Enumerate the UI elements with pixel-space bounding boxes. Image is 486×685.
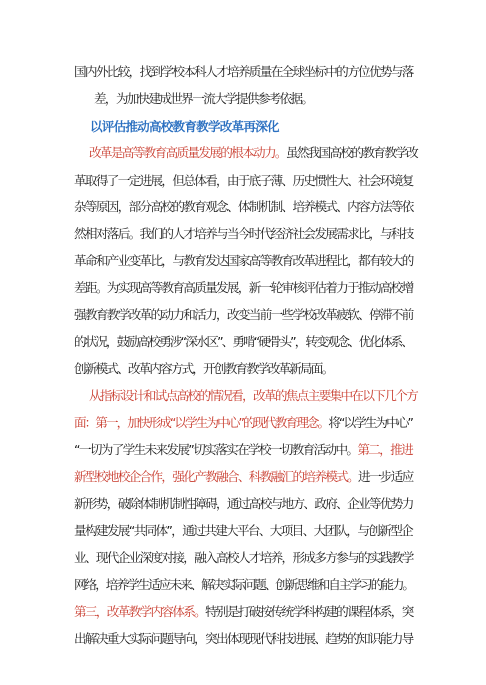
paragraph-line [89, 386, 419, 406]
text-run: 第三，改革教学内容体系。 [74, 604, 206, 619]
text-run: 革命和产业变革比，与教育发达国家高等教育改革进程比，都有较大的 [74, 253, 413, 268]
text-run: 从指标设计和试点高校的情况看，改革的焦点主要集中在以下几个方 [89, 388, 418, 403]
text-run: 第二，推进 [357, 442, 413, 457]
paragraph-line [74, 440, 414, 460]
paragraph-line [74, 251, 414, 271]
paragraph-line [74, 62, 414, 82]
text-run: 改革是高等教育高质量发展的根本动力。 [89, 145, 286, 160]
text-run: 国内外比较，找到学校本科人才培养质量在全球坐标中的方位优势与落 [74, 64, 413, 79]
paragraph-line [74, 332, 414, 352]
section-heading [90, 117, 280, 137]
text-run: 然相对落后。我们的人才培养与当今时代经济社会发展需求比，与科技 [74, 226, 413, 241]
text-run: 将“以学生为中心” [328, 415, 412, 430]
text-run: 特别是打破按传统学科构建的课程体系，突 [205, 604, 413, 619]
text-run: 进一步适应 [358, 469, 413, 484]
text-run: 的状况，鼓励高校勇涉“深水区”、勇啃“硬骨头”，转变观念、优化体系、 [74, 334, 412, 349]
paragraph-line [74, 305, 414, 325]
paragraph-line [74, 575, 414, 595]
paragraph-line [74, 197, 414, 217]
paragraph-line [74, 467, 414, 487]
paragraph-line [94, 89, 314, 109]
text-run: 革取得了一定进展，但总体看，由于底子薄、历史惯性大、社会环境复 [74, 173, 413, 188]
paragraph-line [74, 171, 414, 191]
paragraph-line [74, 359, 334, 379]
text-run: 杂等原因，部分高校的教育观念、体制机制、培养模式、内容方法等依 [74, 199, 413, 214]
text-run: 新形势，破除体制机制性障碍，通过高校与地方、政府、企业等优势力 [74, 496, 413, 511]
text-run: 以评估推动高校教育教学改革再深化 [90, 119, 279, 134]
text-run: 差距。为实现高等教育高质量发展，新一轮审核评估着力于推动高校增 [74, 280, 413, 295]
text-run: 虽然我国高校的教育教学改 [285, 145, 418, 160]
paragraph-line [74, 602, 414, 622]
paragraph-line [89, 143, 419, 163]
text-run: 强教育教学改革的动力和活力，改变当前一些学校改革疲软、停滞不前 [74, 307, 413, 322]
paragraph-line [74, 224, 414, 244]
paragraph-line [74, 629, 414, 649]
text-run: 量构建发展“共同体”，通过共建大平台、大项目、大团队，与创新型企 [74, 523, 413, 538]
paragraph-line [74, 521, 414, 541]
text-run: 业、现代企业深度对接，融入高校人才培养，形成多方参与的实践教学 [74, 550, 413, 565]
text-run: 出解决重大实际问题导向，突出体现现代科技进展、趋势的知识能力导 [74, 631, 413, 646]
text-run: 网络，培养学生适应未来、解决实际问题、创新思维和自主学习的能力。 [74, 577, 413, 592]
paragraph-line [74, 494, 414, 514]
text-run: 创新模式、改革内容方式，开创教育教学改革新局面。 [74, 361, 333, 376]
text-run: 面：第一，加快形成“以学生为中心”的现代教育理念。 [74, 415, 329, 430]
text-run: 差，为加快建成世界一流大学提供参考依据。 [94, 91, 313, 106]
paragraph-line [74, 548, 414, 568]
paragraph-line [74, 278, 414, 298]
text-run: 新型校地校企合作，强化产教融合、科教融汇的培养模式。 [74, 469, 359, 484]
paragraph-line [74, 413, 414, 433]
text-run: “一切为了学生未来发展”切实落实在学校一切教育活动中。 [74, 442, 358, 457]
